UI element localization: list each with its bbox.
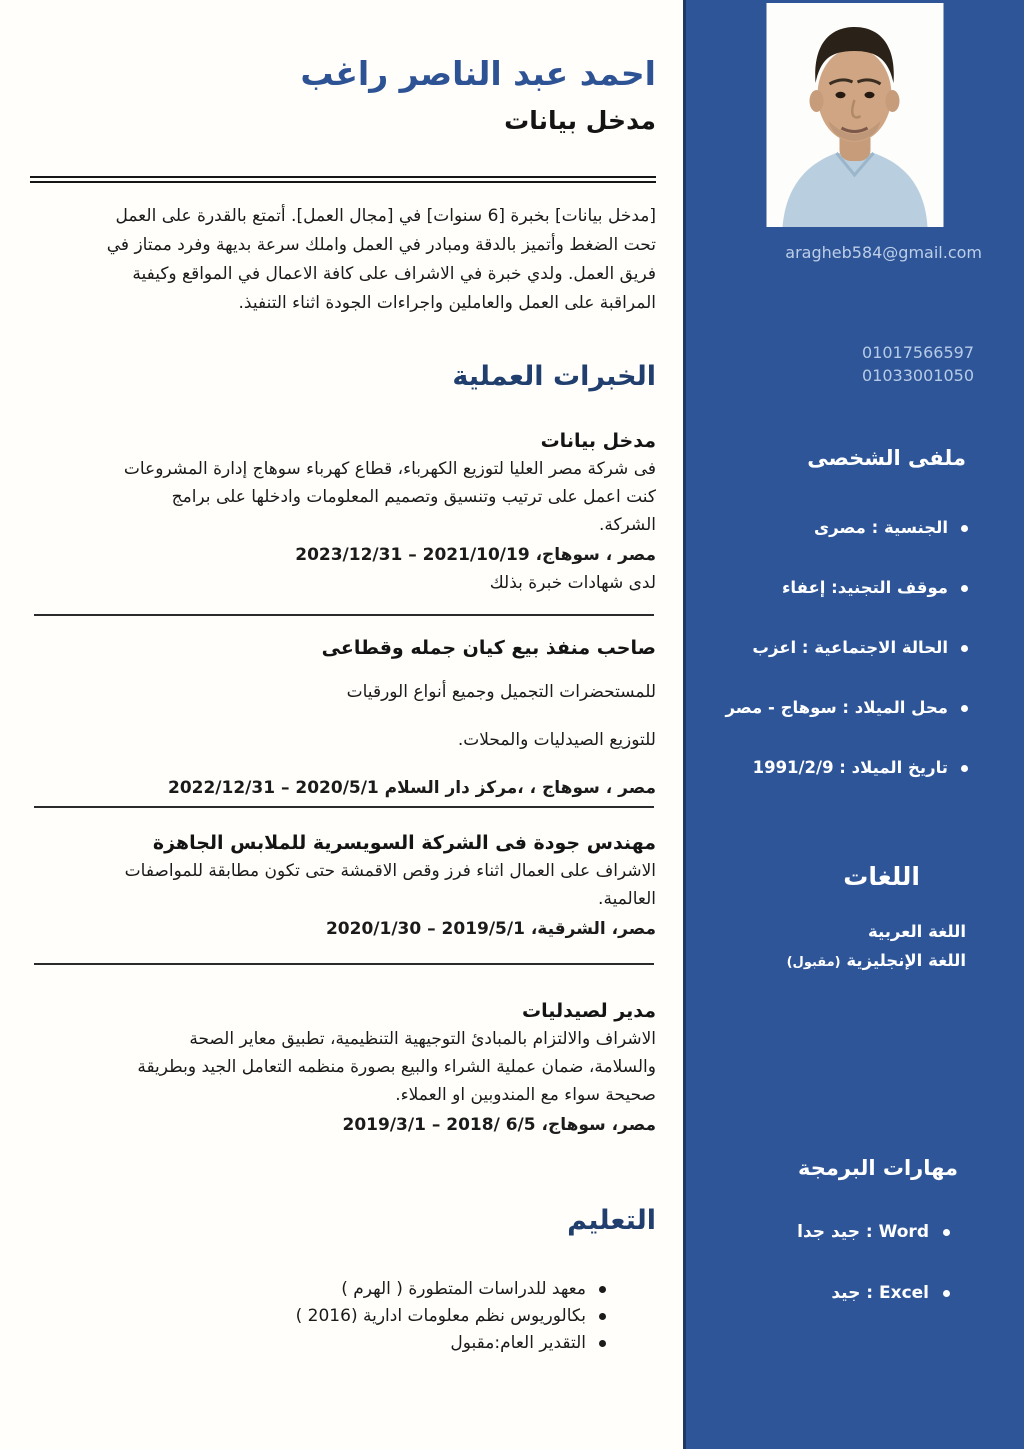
- job-entry: [30, 997, 656, 1139]
- profile-photo: [767, 3, 944, 227]
- person-job-title: مدخل بيانات: [504, 106, 656, 135]
- education-item-text: التقدير العام:مقبول: [450, 1333, 586, 1353]
- summary-line: [مدخل بيانات] بخبرة [6 سنوات] في [مجال العمل]. أتمتع بالقدرة على العمل: [115, 206, 656, 226]
- profile-item-text: محل الميلاد : سوهاج - مصر: [725, 698, 948, 717]
- skill-item: [702, 1281, 950, 1305]
- bullet-icon: [961, 525, 968, 532]
- job-title: مدخل بيانات: [540, 430, 656, 452]
- job-entry: [30, 634, 656, 802]
- profile-item: [702, 756, 968, 780]
- skills-heading: مهارات البرمجة: [797, 1156, 958, 1180]
- email-text[interactable]: aragheb584@gmail.com: [785, 243, 982, 262]
- bullet-icon: [599, 1313, 606, 1320]
- profile-item: [702, 636, 968, 660]
- languages-heading: اللغات: [843, 862, 920, 891]
- bullet-icon: [961, 645, 968, 652]
- education-item: [30, 1330, 656, 1357]
- education-item-text: بكالوريوس نظم معلومات ادارية (2016 ): [295, 1306, 586, 1326]
- bullet-icon: [961, 585, 968, 592]
- job-description-line: العالمية.: [598, 889, 656, 909]
- job-description-line: الاشراف والالتزام بالمبادئ التوجيهية التنظيمية، تطبيق معاير الصحة: [189, 1029, 656, 1049]
- language-item: [787, 918, 966, 947]
- job-description-line: والسلامة، ضمان عملية الشراء والبيع بصورة منظمه التعامل الجيد وبطريقة: [137, 1057, 656, 1077]
- education-item-text: معهد للدراسات المتطورة ( الهرم ): [341, 1279, 586, 1299]
- education-heading: التعليم: [567, 1205, 656, 1236]
- language-name: اللغة الإنجليزية: [846, 951, 966, 970]
- profile-item: [702, 576, 968, 600]
- skills-list: [702, 1220, 950, 1342]
- skill-item-text: Word : جيد جدا: [797, 1222, 929, 1242]
- education-item: [30, 1303, 656, 1330]
- job-description-line: صحيحة سواء مع المندوبين او العملاء.: [395, 1085, 656, 1105]
- person-name: احمد عبد الناصر راغب: [300, 54, 656, 93]
- job-description-line: كنت اعمل على ترتيب وتنسيق وتصميم المعلومات وادخلها على برامج: [171, 487, 656, 507]
- skill-item-text: Excel : جيد: [831, 1283, 929, 1303]
- profile-item-text: الحالة الاجتماعية : اعزب: [752, 638, 948, 657]
- job-title: صاحب منفذ بيع كيان جمله وقطاعى: [321, 637, 656, 659]
- job-dates: مصر، سوهاج، 6/5 /2018 – 2019/3/1: [342, 1115, 656, 1135]
- job-title: مدير لصيدليات: [521, 1000, 656, 1022]
- job-entry: [30, 829, 656, 943]
- profile-list: [702, 516, 968, 816]
- profile-item-text: تاريخ الميلاد : 1991/2/9: [752, 758, 948, 777]
- title-divider: [30, 176, 656, 183]
- job-dates: مصر ، سوهاج ، ،مركز دار السلام 2020/5/1 – 2022/12/31: [167, 778, 656, 798]
- summary-line: المراقبة على العمل والعاملين واجراءات الجودة اثناء التنفيذ.: [238, 293, 656, 313]
- job-separator: [34, 614, 654, 616]
- job-note: لدى شهادات خبرة بذلك: [489, 573, 656, 593]
- skill-item: [702, 1220, 950, 1244]
- job-description-line: الشركة.: [598, 515, 656, 535]
- sidebar: [683, 0, 1024, 1449]
- job-dates: مصر، الشرقية، 2019/5/1 – 2020/1/30: [325, 919, 656, 939]
- language-level: (مقبول): [786, 955, 841, 970]
- summary-paragraph: [30, 202, 656, 318]
- job-separator: [34, 806, 654, 808]
- summary-line: فريق العمل. ولدي خبرة في الاشراف على كافة الاعمال في المواقع وكيفية: [132, 264, 656, 284]
- profile-item-text: الجنسية : مصرى: [814, 518, 948, 537]
- profile-item: [702, 696, 968, 720]
- bullet-icon: [943, 1290, 950, 1297]
- bullet-icon: [961, 765, 968, 772]
- language-item: [787, 947, 966, 976]
- bullet-icon: [961, 705, 968, 712]
- language-name: اللغة العربية: [867, 922, 966, 941]
- bullet-icon: [599, 1340, 606, 1347]
- portrait-illustration: [767, 3, 944, 227]
- job-description-line: للتوزيع الصيدليات والمحلات.: [457, 730, 656, 750]
- profile-heading: ملفى الشخصى: [807, 446, 966, 470]
- profile-item: [702, 516, 968, 540]
- phone-number: 01033001050: [862, 366, 974, 385]
- job-dates: مصر ، سوهاج، 2021/10/19 – 2023/12/31: [295, 545, 656, 565]
- bullet-icon: [943, 1229, 950, 1236]
- job-description-line: الاشراف على العمال اثناء فرز وقص الاقمشة حتى تكون مطابقة للمواصفات: [124, 861, 656, 881]
- job-description-line: للمستحضرات التجميل وجميع أنواع الورقيات: [346, 682, 656, 702]
- languages-list: [787, 918, 966, 976]
- phone-numbers: [862, 341, 974, 387]
- phone-number: 01017566597: [862, 343, 974, 362]
- header-block: [30, 52, 656, 138]
- job-entry: [30, 427, 656, 597]
- education-list: [30, 1276, 656, 1357]
- job-separator: [34, 963, 654, 965]
- bullet-icon: [599, 1286, 606, 1293]
- experience-heading: الخبرات العملية: [452, 361, 656, 392]
- summary-line: تحت الضغط وأتميز بالدقة ومبادر في العمل واملك سرعة بديهة وفرد ممتاز في: [106, 235, 656, 255]
- job-title: مهندس جودة فى الشركة السويسرية للملابس الجاهزة: [152, 832, 656, 854]
- profile-item-text: موقف التجنيد: إعفاء: [781, 578, 948, 597]
- education-item: [30, 1276, 656, 1303]
- job-description-line: فى شركة مصر العليا لتوزيع الكهرباء، قطاع كهرباء سوهاج إدارة المشروعات: [123, 459, 656, 479]
- main-column: [30, 0, 656, 1449]
